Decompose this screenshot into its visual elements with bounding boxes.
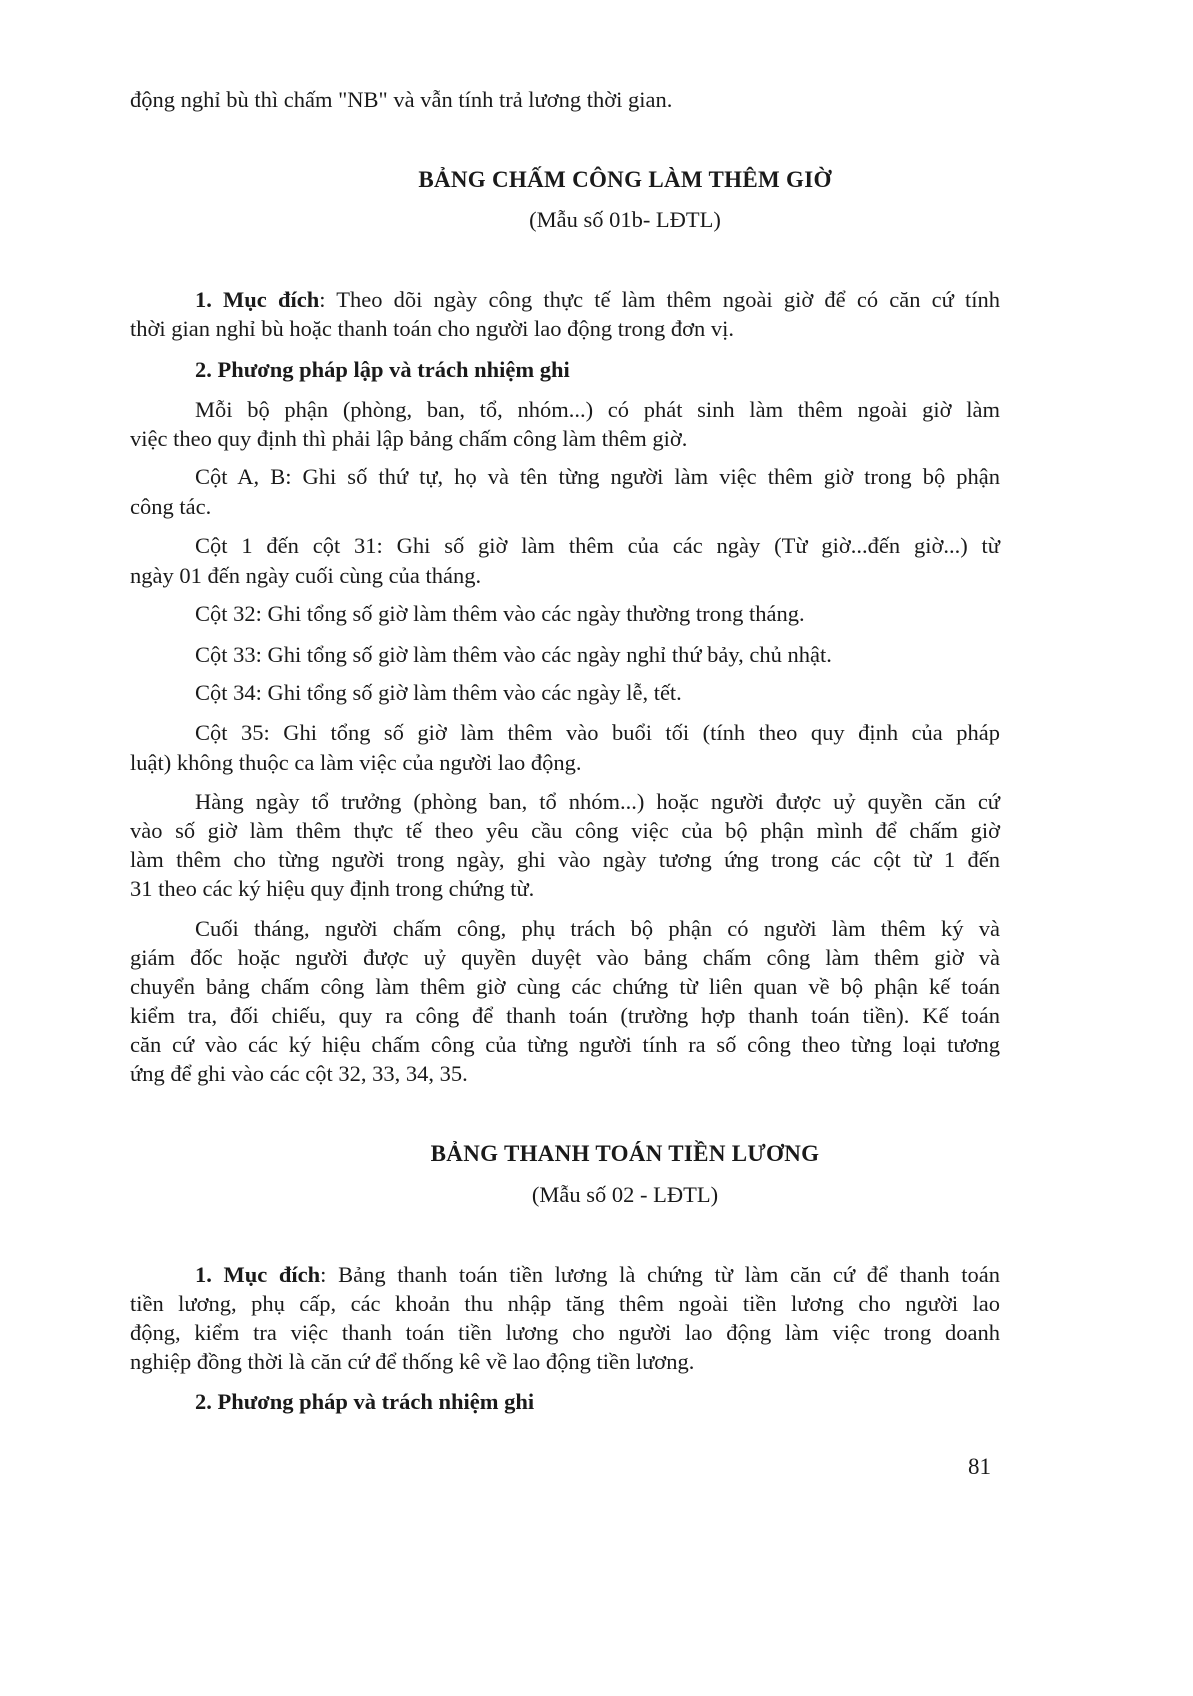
- paragraph-line: làm thêm cho từng người trong ngày, ghi vào ngày tương ứng trong các cột từ 1 đến: [130, 847, 1000, 872]
- section-title-overtime-timesheet: BẢNG CHẤM CÔNG LÀM THÊM GIỜ: [418, 167, 832, 192]
- paragraph-line: căn cứ vào các ký hiệu chấm công của từng người tính ra số công theo từng loại tương: [130, 1032, 1000, 1057]
- form-code-02: (Mẫu số 02 - LĐTL): [531, 1182, 719, 1207]
- method-heading: 2. Phương pháp lập và trách nhiệm ghi: [195, 357, 570, 382]
- paragraph-line: Cột A, B: Ghi số thứ tự, họ và tên từng người làm việc thêm giờ trong bộ phận: [195, 464, 1000, 489]
- purpose-line-2: thời gian nghỉ bù hoặc thanh toán cho người lao động trong đơn vị.: [130, 316, 735, 341]
- paragraph-line: động, kiểm tra việc thanh toán tiền lương cho người lao động làm việc trong doanh: [130, 1320, 1000, 1345]
- paragraph-line: Cuối tháng, người chấm công, phụ trách bộ phận có người làm thêm ký và: [195, 916, 1000, 941]
- paragraph-line: Cột 35: Ghi tổng số giờ làm thêm vào buổi tối (tính theo quy định của pháp: [195, 720, 1000, 745]
- method-heading: 2. Phương pháp và trách nhiệm ghi: [195, 1389, 535, 1414]
- paragraph-line: nghiệp đồng thời là căn cứ để thống kê về lao động tiền lương.: [130, 1349, 695, 1374]
- section-title-payroll: BẢNG THANH TOÁN TIỀN LƯƠNG: [430, 1141, 820, 1166]
- form-code-01b: (Mẫu số 01b- LĐTL): [529, 207, 721, 232]
- paragraph-line: Cột 1 đến cột 31: Ghi số giờ làm thêm của các ngày (Từ giờ...đến giờ...) từ: [195, 533, 1000, 558]
- page-number: 81: [968, 1454, 991, 1479]
- paragraph-line: ngày 01 đến ngày cuối cùng của tháng.: [130, 563, 482, 588]
- paragraph-line: Cột 33: Ghi tổng số giờ làm thêm vào các ngày nghỉ thứ bảy, chủ nhật.: [195, 642, 832, 667]
- purpose-label: 1. Mục đích: [195, 287, 320, 312]
- paragraph-line: kiểm tra, đối chiếu, quy ra công để thanh toán (trường hợp thanh toán tiền). Kế toán: [130, 1003, 1000, 1028]
- purpose-line-1: [195, 286, 1000, 314]
- paragraph-line: Cột 34: Ghi tổng số giờ làm thêm vào các ngày lễ, tết.: [195, 680, 682, 705]
- paragraph-line: Cột 32: Ghi tổng số giờ làm thêm vào các ngày thường trong tháng.: [195, 601, 805, 626]
- paragraph-line: tiền lương, phụ cấp, các khoản thu nhập tăng thêm ngoài tiền lương cho người lao: [130, 1291, 1000, 1316]
- paragraph-line: công tác.: [130, 494, 212, 519]
- purpose-text: : Theo dõi ngày công thực tế làm thêm ngoài giờ để có căn cứ tính: [319, 287, 1000, 312]
- paragraph-line: chuyển bảng chấm công làm thêm giờ cùng các chứng từ liên quan về bộ phận kế toán: [130, 974, 1000, 999]
- paragraph-line: vào số giờ làm thêm thực tế theo yêu cầu công việc của bộ phận mình để chấm giờ: [130, 818, 1000, 843]
- paragraph-line: Hàng ngày tổ trưởng (phòng ban, tổ nhóm...) hoặc người được uỷ quyền căn cứ: [195, 789, 1000, 814]
- paragraph-line: việc theo quy định thì phải lập bảng chấm công làm thêm giờ.: [130, 426, 688, 451]
- paragraph-line: giám đốc hoặc người được uỷ quyền duyệt vào bảng chấm công làm thêm giờ và: [130, 945, 1000, 970]
- paragraph-line: Mỗi bộ phận (phòng, ban, tổ, nhóm...) có phát sinh làm thêm ngoài giờ làm: [195, 397, 1000, 422]
- continued-text-line: động nghỉ bù thì chấm "NB" và vẫn tính trả lương thời gian.: [130, 87, 673, 112]
- paragraph-line: ứng để ghi vào các cột 32, 33, 34, 35.: [130, 1061, 468, 1086]
- purpose-line-1: [195, 1261, 1000, 1289]
- paragraph-line: luật) không thuộc ca làm việc của người lao động.: [130, 750, 582, 775]
- purpose-label: 1. Mục đích: [195, 1262, 321, 1287]
- purpose-text: : Bảng thanh toán tiền lương là chứng từ làm căn cứ để thanh toán: [320, 1262, 1000, 1287]
- paragraph-line: 31 theo các ký hiệu quy định trong chứng từ.: [130, 876, 535, 901]
